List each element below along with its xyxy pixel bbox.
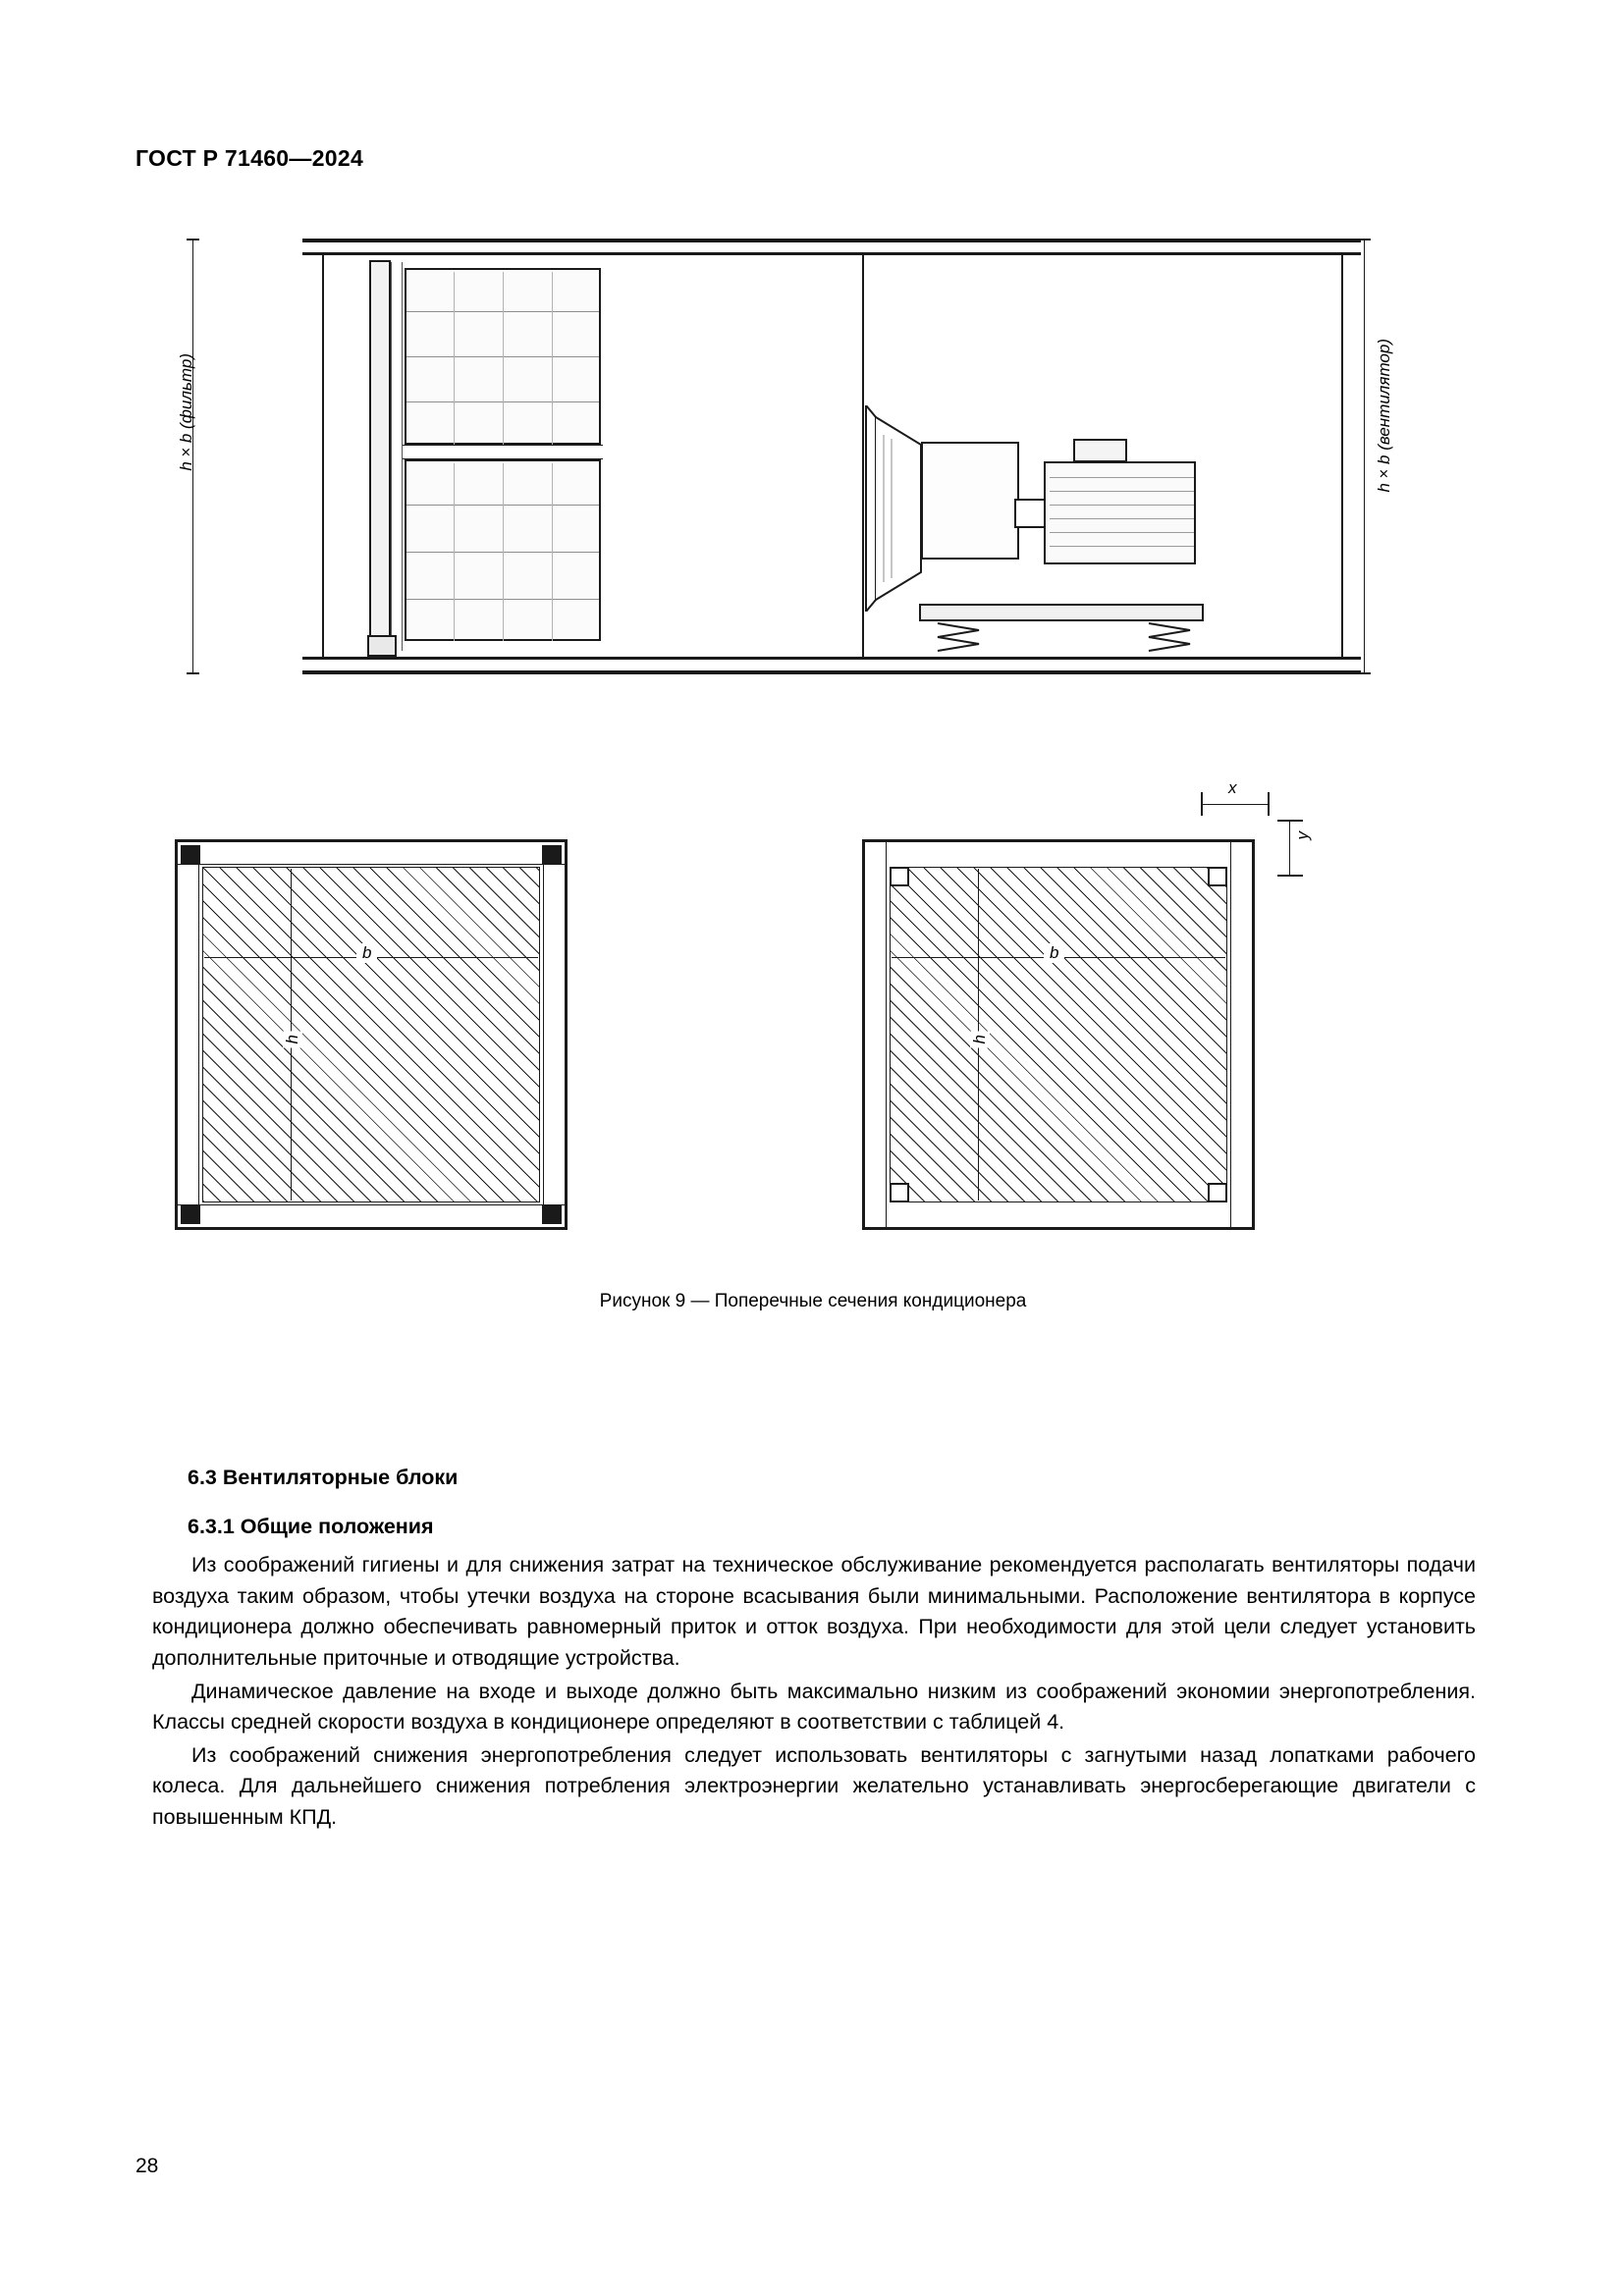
corner-profile-b4 [1208,1183,1227,1202]
hatched-section-area-b [890,867,1227,1202]
figure-9 [135,221,1490,1428]
longitudinal-section-drawing [175,221,1393,692]
corner-profile-b1 [890,867,909,886]
height-label-a: h [283,1031,302,1047]
corner-profile-a1 [181,845,200,865]
corner-profile-a2 [542,845,562,865]
y-dimension-line [1289,820,1290,877]
duct-bottom-inner-wall [302,657,1361,660]
fan-housing [921,442,1019,560]
filter-cartridge-lower [405,459,601,641]
x-label: x [1228,778,1237,797]
left-dimension-cap-bottom [187,672,199,674]
fan-dimension-label: h×b (вентилятор) [1375,339,1393,493]
hatched-section-area-a [202,867,540,1202]
y-label: y [1293,831,1312,840]
xy-detail-dimensions [1191,778,1312,908]
x-dimension-line [1201,804,1270,805]
fan-base-frame [919,604,1204,621]
filter-base-block [367,635,397,657]
width-label-a: b [356,943,377,963]
corner-profile-a4 [542,1204,562,1224]
vibration-isolator-left [936,621,981,653]
body-content [152,1463,1476,1836]
figure-caption: Рисунок 9 — Поперечные сечения кондиционера [599,1291,1027,1311]
section-heading: 6.3 Вентиляторные блоки [188,1466,459,1489]
filter-frame-rail-secondary [391,262,403,651]
filter-support-bar [403,445,603,459]
paragraph-1: Из соображений гигиены и для снижения затрат на техническое обслуживание рекомендуется располагать вентиляторы подачи воздуха таким образом, чтобы утечки воздуха на стороне всасывания были минимальными. Расположение вентилятора в корпусе кондиционера должно обеспечивать равномерный приток и отток воздуха. При необходимости для этой цели следует установить дополнительные приточные и отводящие устройства. [152,1553,1476,1670]
width-label-b: b [1044,943,1064,963]
filter-frame-rail [369,260,391,653]
left-dimension-cap-top [187,239,199,240]
duct-top-outer-wall [302,239,1361,242]
right-dimension-line [1364,239,1365,674]
height-label-b: h [970,1031,990,1047]
page-number: 28 [135,2155,159,2177]
electric-motor [1044,461,1196,564]
paragraph-3: Из соображений снижения энергопотребления следует использовать вентиляторы с загнутыми назад лопатками рабочего колеса. Для дальнейшего снижения потребления электроэнергии желательно устанавливать энергосберегающие двигатели с повышенным КПД. [152,1742,1476,1829]
vibration-isolator-right [1147,621,1192,653]
filter-cartridge-upper [405,268,601,445]
motor-terminal-box [1073,439,1127,462]
paragraph-2: Динамическое давление на входе и выходе должно быть максимально низким из соображений экономии энергопотребления. Классы средней скорости воздуха в кондиционере определяют в соответствии с таблицей 4. [152,1679,1476,1735]
filter-dimension-label: h×b (фильтр) [177,353,195,471]
subsection-heading: 6.3.1 Общие положения [188,1514,434,1538]
page-header: ГОСТ Р 71460—2024 [135,145,364,171]
motor-shaft-coupling [1014,499,1046,528]
cross-sections-drawing [135,780,1490,1271]
cross-section-a [175,839,568,1230]
duct-bottom-outer-wall [302,670,1361,674]
corner-profile-b3 [890,1183,909,1202]
corner-profile-a3 [181,1204,200,1224]
